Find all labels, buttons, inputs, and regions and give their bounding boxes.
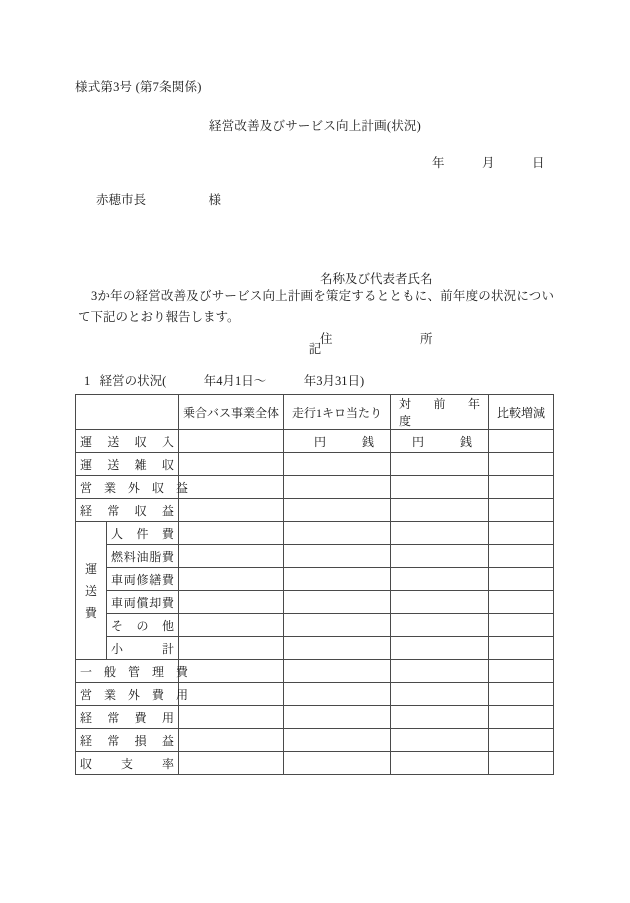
cell-comparison[interactable] (489, 683, 554, 706)
row-label-misc-revenue: 運 送 雑 収 (76, 453, 179, 476)
cell-per-km[interactable] (284, 453, 391, 476)
cell-total[interactable] (179, 660, 284, 683)
cell-per-km[interactable] (284, 499, 391, 522)
table-row (76, 430, 554, 453)
row-label-vehicle-repair-cost: 車両修繕費 (107, 568, 179, 591)
group-label-char-3: 費 (84, 605, 97, 620)
cell-total[interactable] (179, 683, 284, 706)
cell-comparison[interactable] (489, 453, 554, 476)
row-label-transport-revenue: 運 送 収 入 (76, 430, 179, 453)
header-col-per-km: 走行1キロ当たり (284, 395, 391, 430)
cell-prev-year[interactable] (391, 476, 489, 499)
cell-comparison[interactable] (489, 476, 554, 499)
cell-total[interactable] (179, 568, 284, 591)
cell-total[interactable] (179, 522, 284, 545)
row-label-fuel-cost: 燃料油脂費 (107, 545, 179, 568)
header-col-comparison: 比較増減 (489, 395, 554, 430)
cell-prev-year[interactable] (391, 522, 489, 545)
body-paragraph: 3か年の経営改善及びサービス向上計画を策定するとともに、前年度の状況について下記のとおり報告します。 (78, 289, 554, 324)
row-label-ordinary-profit-loss: 経 常 損 益 (76, 729, 179, 752)
cell-comparison[interactable] (489, 568, 554, 591)
cell-per-km[interactable] (284, 729, 391, 752)
row-group-label-transport-cost (76, 522, 107, 660)
table-row (76, 752, 554, 775)
table-row (76, 614, 554, 637)
row-label-balance-ratio: 収 支 率 (76, 752, 179, 775)
table-header-row (76, 395, 554, 430)
cell-per-km[interactable] (284, 591, 391, 614)
cell-prev-year[interactable] (391, 499, 489, 522)
ki-marker: 記 (308, 342, 322, 356)
cell-total[interactable] (179, 545, 284, 568)
cell-prev-year[interactable] (391, 637, 489, 660)
section-number: 1 (84, 374, 91, 388)
cell-comparison[interactable] (489, 591, 554, 614)
cell-total[interactable] (179, 453, 284, 476)
header-col-total: 乗合バス事業全体 (179, 395, 284, 430)
row-label-general-admin-cost: 一 般 管 理 費 (76, 660, 179, 683)
form-number: 様式第3号 (第7条関係) (75, 80, 202, 94)
cell-total[interactable] (179, 430, 284, 453)
page-title: 経営改善及びサービス向上計画(状況) (209, 119, 421, 133)
cell-comparison[interactable] (489, 522, 554, 545)
row-label-vehicle-depreciation: 車両償却費 (107, 591, 179, 614)
cell-prev-year[interactable] (391, 660, 489, 683)
cell-per-km[interactable] (284, 568, 391, 591)
cell-per-km[interactable] (284, 752, 391, 775)
financial-table-wrapper (75, 394, 553, 775)
table-row (76, 706, 554, 729)
cell-prev-year[interactable] (391, 453, 489, 476)
table-row (76, 499, 554, 522)
row-label-nonoperating-cost: 営 業 外 費 用 (76, 683, 179, 706)
cell-comparison[interactable] (489, 614, 554, 637)
row-label-nonoperating-revenue: 営 業 外 収 益 (76, 476, 179, 499)
cell-prev-year[interactable] (391, 683, 489, 706)
addressee-line: 赤穂市長 様 (96, 193, 222, 207)
row-label-subtotal: 小 計 (107, 637, 179, 660)
cell-comparison[interactable] (489, 545, 554, 568)
cell-per-km[interactable] (284, 706, 391, 729)
cell-total[interactable] (179, 614, 284, 637)
cell-per-km[interactable] (284, 637, 391, 660)
cell-total[interactable] (179, 476, 284, 499)
cell-comparison[interactable] (489, 706, 554, 729)
cell-comparison[interactable] (489, 752, 554, 775)
date-line: 年 月 日 (432, 156, 545, 170)
cell-prev-year[interactable] (391, 752, 489, 775)
row-label-other-cost: そ の 他 (107, 614, 179, 637)
table-row (76, 522, 554, 545)
header-label-col (76, 395, 179, 430)
applicant-name-label: 名称及び代表者氏名 (320, 272, 433, 286)
row-label-ordinary-revenue: 経 常 収 益 (76, 499, 179, 522)
cell-per-km-unit[interactable]: 円 銭 (284, 430, 391, 453)
cell-prev-year[interactable] (391, 706, 489, 729)
cell-total[interactable] (179, 499, 284, 522)
table-row (76, 453, 554, 476)
cell-prev-year[interactable] (391, 614, 489, 637)
cell-per-km[interactable] (284, 476, 391, 499)
cell-per-km[interactable] (284, 614, 391, 637)
cell-comparison[interactable] (489, 660, 554, 683)
group-label-char-2: 送 (84, 583, 97, 598)
cell-per-km[interactable] (284, 683, 391, 706)
cell-per-km[interactable] (284, 660, 391, 683)
cell-total[interactable] (179, 752, 284, 775)
table-row (76, 729, 554, 752)
cell-prev-year[interactable] (391, 545, 489, 568)
section-heading (84, 371, 364, 389)
applicant-address-label: 住 所 (320, 332, 433, 346)
cell-total[interactable] (179, 706, 284, 729)
table-row (76, 476, 554, 499)
table-row (76, 591, 554, 614)
row-label-ordinary-cost: 経 常 費 用 (76, 706, 179, 729)
cell-prev-year[interactable] (391, 591, 489, 614)
cell-prev-year-unit[interactable]: 円 銭 (391, 430, 489, 453)
cell-total[interactable] (179, 637, 284, 660)
row-label-personnel-cost: 人 件 費 (107, 522, 179, 545)
cell-comparison[interactable] (489, 430, 554, 453)
cell-total[interactable] (179, 591, 284, 614)
cell-total[interactable] (179, 729, 284, 752)
cell-comparison[interactable] (489, 499, 554, 522)
table-row (76, 568, 554, 591)
cell-per-km[interactable] (284, 545, 391, 568)
header-col-prev-year: 対 前 年 度 (391, 395, 489, 430)
cell-prev-year[interactable] (391, 729, 489, 752)
table-row (76, 637, 554, 660)
table-row (76, 683, 554, 706)
table-row (76, 660, 554, 683)
cell-per-km[interactable] (284, 522, 391, 545)
cell-comparison[interactable] (489, 637, 554, 660)
cell-prev-year[interactable] (391, 568, 489, 591)
section-heading-text: 経営の状況( 年4月1日～ 年3月31日) (99, 374, 365, 388)
cell-comparison[interactable] (489, 729, 554, 752)
table-row (76, 545, 554, 568)
financial-status-table (75, 394, 554, 775)
group-label-char-1: 運 (84, 561, 97, 576)
